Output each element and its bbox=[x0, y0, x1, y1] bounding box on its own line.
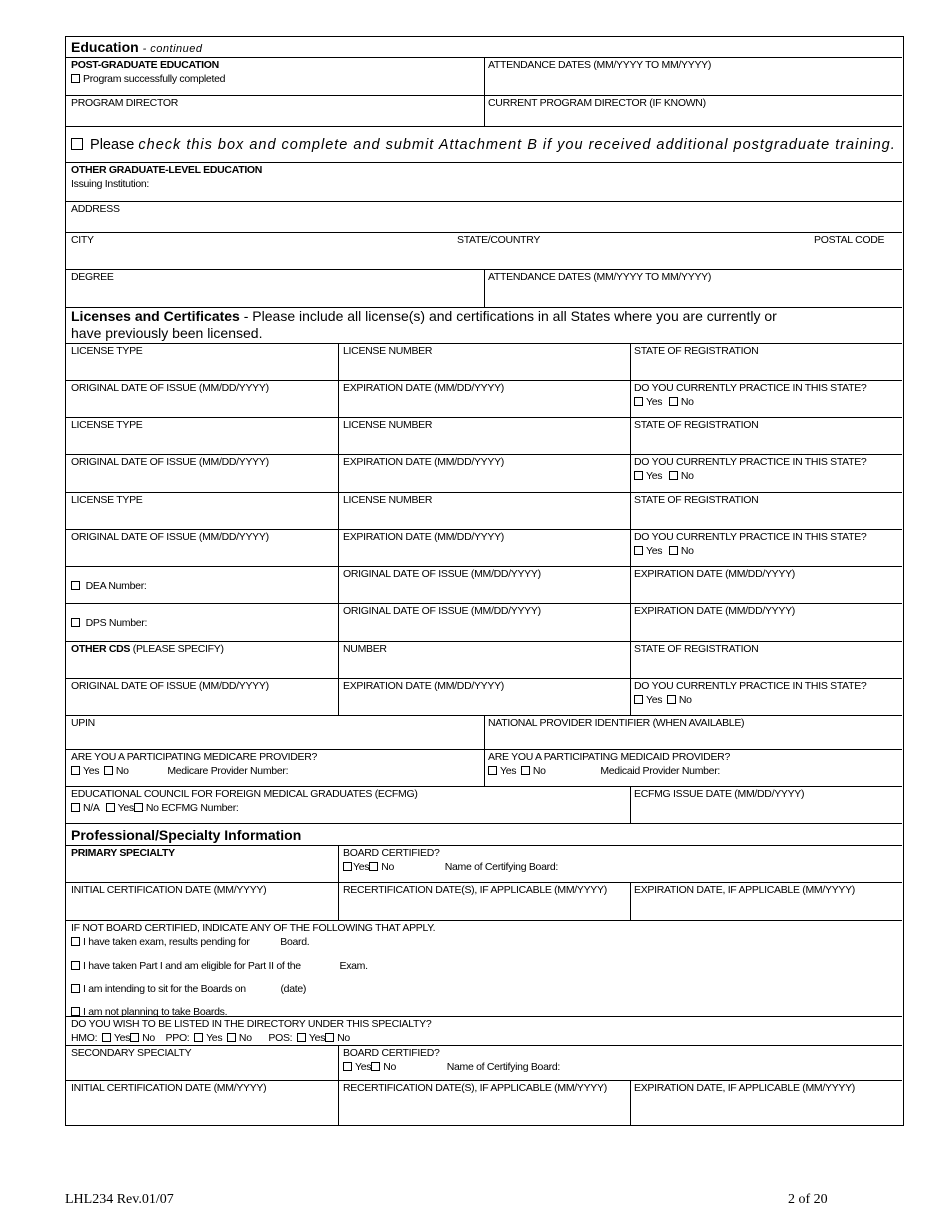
original-date-label: ORIGINAL DATE OF ISSUE (MM/DD/YYYY) bbox=[71, 456, 269, 468]
medicaid-no-checkbox[interactable] bbox=[521, 766, 530, 775]
rule bbox=[66, 823, 902, 824]
yes-label: Yes bbox=[117, 802, 134, 814]
licenses-heading bbox=[71, 308, 777, 325]
cds-state-label: STATE OF REGISTRATION bbox=[634, 643, 759, 655]
exam-pending-checkbox[interactable] bbox=[71, 937, 80, 946]
practice-question: DO YOU CURRENTLY PRACTICE IN THIS STATE? bbox=[634, 531, 867, 543]
expiration-applicable-label: EXPIRATION DATE, IF APPLICABLE (MM/YYYY) bbox=[634, 884, 855, 896]
practice-yes-checkbox[interactable] bbox=[634, 546, 643, 555]
original-date-label: ORIGINAL DATE OF ISSUE (MM/DD/YYYY) bbox=[71, 531, 269, 543]
address-label: ADDRESS bbox=[71, 203, 120, 215]
license-type-label: LICENSE TYPE bbox=[71, 419, 143, 431]
attachment-b-note bbox=[71, 137, 896, 154]
dea-original-date-label: ORIGINAL DATE OF ISSUE (MM/DD/YYYY) bbox=[343, 568, 541, 580]
board-certified-yes-checkbox[interactable] bbox=[343, 862, 352, 871]
secondary-initial-cert-date-label: INITIAL CERTIFICATION DATE (MM/YYYY) bbox=[71, 1082, 267, 1094]
original-date-label: ORIGINAL DATE OF ISSUE (MM/DD/YYYY) bbox=[71, 382, 269, 394]
practice-yes-checkbox[interactable] bbox=[634, 471, 643, 480]
attendance-dates-label: ATTENDANCE DATES (MM/YYYY TO MM/YYYY) bbox=[488, 59, 712, 71]
rule bbox=[338, 343, 339, 715]
ppo-no-checkbox[interactable] bbox=[227, 1033, 236, 1042]
post-grad-heading: POST-GRADUATE EDUCATION bbox=[71, 59, 219, 71]
secondary-board-no-checkbox[interactable] bbox=[371, 1062, 380, 1071]
dps-checkbox[interactable] bbox=[71, 618, 80, 627]
na-label: N/A bbox=[83, 802, 100, 814]
license-number-label: LICENSE NUMBER bbox=[343, 419, 433, 431]
no-label: No bbox=[115, 765, 129, 777]
medicaid-number-label: Medicaid Provider Number: bbox=[600, 765, 721, 777]
certifying-board-label: Name of Certifying Board: bbox=[444, 861, 558, 873]
rule bbox=[66, 882, 902, 883]
cds-expiration-date-label: EXPIRATION DATE (MM/DD/YYYY) bbox=[343, 680, 504, 692]
other-cds-bold: OTHER CDS bbox=[71, 643, 131, 655]
rule bbox=[66, 454, 902, 455]
not-planning-label: I am not planning to take Boards. bbox=[83, 1006, 228, 1018]
intending-label: I am intending to sit for the Boards on bbox=[83, 983, 246, 995]
rule bbox=[66, 1045, 902, 1046]
no-label: No bbox=[680, 470, 694, 482]
attachment-b-prefix: Please bbox=[90, 137, 135, 153]
medicaid-yes-checkbox[interactable] bbox=[488, 766, 497, 775]
rule bbox=[66, 566, 902, 567]
other-cds-specify: (PLEASE SPECIFY) bbox=[132, 643, 224, 655]
recert-dates-label: RECERTIFICATION DATE(S), IF APPLICABLE (MM/YYYY) bbox=[343, 884, 607, 896]
no-label: No bbox=[238, 1032, 252, 1044]
pos-no-checkbox[interactable] bbox=[325, 1033, 334, 1042]
yes-label: Yes bbox=[500, 765, 517, 777]
licenses-title: Licenses and Certificates bbox=[71, 308, 240, 324]
form-id: LHL234 Rev.01/07 bbox=[65, 1192, 174, 1207]
rule bbox=[630, 786, 631, 823]
no-label: No bbox=[680, 545, 694, 557]
license-type-label: LICENSE TYPE bbox=[71, 345, 143, 357]
initial-cert-date-label: INITIAL CERTIFICATION DATE (MM/YYYY) bbox=[71, 884, 267, 896]
medicare-number-label: Medicare Provider Number: bbox=[167, 765, 289, 777]
npi-label: NATIONAL PROVIDER IDENTIFIER (WHEN AVAILABLE) bbox=[488, 717, 745, 729]
cds-practice-yes-checkbox[interactable] bbox=[634, 695, 643, 704]
secondary-specialty-label: SECONDARY SPECIALTY bbox=[71, 1047, 192, 1059]
no-label: No bbox=[145, 802, 159, 814]
rule bbox=[66, 492, 902, 493]
exam-pending-board-label: Board. bbox=[280, 936, 310, 948]
ppo-yes-checkbox[interactable] bbox=[194, 1033, 203, 1042]
rule bbox=[66, 162, 902, 163]
dps-number-label: DPS Number: bbox=[85, 617, 148, 629]
no-label: No bbox=[381, 861, 395, 873]
hmo-no-checkbox[interactable] bbox=[130, 1033, 139, 1042]
no-label: No bbox=[337, 1032, 350, 1044]
not-planning-checkbox[interactable] bbox=[71, 1007, 80, 1016]
rule bbox=[66, 126, 902, 127]
no-label: No bbox=[142, 1032, 155, 1044]
part-one-checkbox[interactable] bbox=[71, 961, 80, 970]
attendance-dates-2-label: ATTENDANCE DATES (MM/YYYY TO MM/YYYY) bbox=[488, 271, 712, 283]
medicare-options bbox=[71, 765, 288, 777]
rule bbox=[484, 269, 485, 307]
not-certified-heading: IF NOT BOARD CERTIFIED, INDICATE ANY OF THE FOLLOWING THAT APPLY. bbox=[71, 922, 436, 934]
attachment-b-text: check this box and complete and submit Attachment B if you received additional postgraduate training. bbox=[138, 137, 896, 153]
practice-question: DO YOU CURRENTLY PRACTICE IN THIS STATE? bbox=[634, 456, 867, 468]
rule bbox=[66, 529, 902, 530]
no-label: No bbox=[678, 694, 692, 706]
ecfmg-number-label: ECFMG Number: bbox=[161, 802, 239, 814]
option-part-one bbox=[71, 960, 368, 972]
yes-label: Yes bbox=[206, 1032, 223, 1044]
program-completed-checkbox[interactable] bbox=[71, 74, 80, 83]
program-completed-option bbox=[71, 73, 225, 85]
medicare-no-checkbox[interactable] bbox=[104, 766, 113, 775]
secondary-board-yes-checkbox[interactable] bbox=[343, 1062, 352, 1071]
secondary-board-certified-options bbox=[343, 1061, 560, 1073]
yes-label: Yes bbox=[113, 1032, 131, 1044]
yes-label: Yes bbox=[355, 1061, 372, 1073]
dea-number-label: DEA Number: bbox=[85, 580, 147, 592]
specialty-heading: Professional/Specialty Information bbox=[71, 827, 302, 843]
intending-date-label: (date) bbox=[280, 983, 307, 995]
expiration-date-label: EXPIRATION DATE (MM/DD/YYYY) bbox=[343, 456, 504, 468]
current-program-director-label: CURRENT PROGRAM DIRECTOR (IF KNOWN) bbox=[488, 97, 706, 109]
yes-label: Yes bbox=[646, 694, 663, 706]
dea-expiration-date-label: EXPIRATION DATE (MM/DD/YYYY) bbox=[634, 568, 795, 580]
ppo-label: PPO: bbox=[165, 1032, 190, 1044]
dea-option bbox=[71, 580, 147, 592]
medicaid-options bbox=[488, 765, 720, 777]
rule bbox=[66, 786, 902, 787]
practice-yes-checkbox[interactable] bbox=[634, 397, 643, 406]
degree-label: DEGREE bbox=[71, 271, 114, 283]
expiration-date-label: EXPIRATION DATE (MM/DD/YYYY) bbox=[343, 531, 504, 543]
city-label: CITY bbox=[71, 234, 94, 246]
directory-options bbox=[71, 1032, 350, 1044]
upin-label: UPIN bbox=[71, 717, 95, 729]
education-title: Education bbox=[71, 39, 139, 55]
rule bbox=[66, 232, 902, 233]
other-cds-label bbox=[71, 643, 224, 655]
no-label: No bbox=[680, 396, 694, 408]
yes-label: Yes bbox=[646, 470, 663, 482]
rule bbox=[630, 1080, 631, 1125]
state-of-registration-label: STATE OF REGISTRATION bbox=[634, 345, 759, 357]
page-number: 2 of 20 bbox=[788, 1192, 828, 1207]
secondary-board-certified-question: BOARD CERTIFIED? bbox=[343, 1047, 440, 1059]
secondary-recert-dates-label: RECERTIFICATION DATE(S), IF APPLICABLE (MM/YYYY) bbox=[343, 1082, 607, 1094]
medicaid-question: ARE YOU A PARTICIPATING MEDICAID PROVIDER? bbox=[488, 751, 730, 763]
secondary-expiration-label: EXPIRATION DATE, IF APPLICABLE (MM/YYYY) bbox=[634, 1082, 855, 1094]
primary-specialty-label: PRIMARY SPECIALTY bbox=[71, 847, 175, 859]
ecfmg-yes-checkbox[interactable] bbox=[106, 803, 115, 812]
secondary-certifying-board-label: Name of Certifying Board: bbox=[446, 1061, 560, 1073]
license-number-label: LICENSE NUMBER bbox=[343, 494, 433, 506]
dps-original-date-label: ORIGINAL DATE OF ISSUE (MM/DD/YYYY) bbox=[343, 605, 541, 617]
other-grad-heading: OTHER GRADUATE-LEVEL EDUCATION bbox=[71, 164, 263, 176]
application-form-page bbox=[65, 36, 904, 1126]
practice-yes-no bbox=[634, 545, 694, 557]
rule bbox=[66, 603, 902, 604]
postal-code-label: POSTAL CODE bbox=[814, 234, 885, 246]
program-director-label: PROGRAM DIRECTOR bbox=[71, 97, 179, 109]
rule bbox=[66, 678, 902, 679]
practice-no-checkbox[interactable] bbox=[669, 471, 678, 480]
rule bbox=[66, 845, 902, 846]
practice-yes-no bbox=[634, 396, 694, 408]
rule bbox=[630, 343, 631, 715]
directory-question: DO YOU WISH TO BE LISTED IN THE DIRECTORY UNDER THIS SPECIALTY? bbox=[71, 1018, 432, 1030]
cds-number-label: NUMBER bbox=[343, 643, 387, 655]
rule bbox=[338, 845, 339, 920]
rule bbox=[630, 882, 631, 920]
rule bbox=[66, 343, 902, 344]
rule bbox=[66, 417, 902, 418]
yes-label: Yes bbox=[308, 1032, 326, 1044]
ecfmg-na-checkbox[interactable] bbox=[71, 803, 80, 812]
ecfmg-heading: EDUCATIONAL COUNCIL FOR FOREIGN MEDICAL GRADUATES (ECFMG) bbox=[71, 788, 418, 800]
education-heading bbox=[71, 39, 203, 57]
practice-yes-no bbox=[634, 470, 694, 482]
part-one-label: I have taken Part I and am eligible for Part II of the bbox=[83, 960, 301, 972]
rule bbox=[66, 920, 902, 921]
dps-expiration-date-label: EXPIRATION DATE (MM/DD/YYYY) bbox=[634, 605, 795, 617]
issuing-institution-label: Issuing Institution: bbox=[71, 178, 150, 190]
pos-yes-checkbox[interactable] bbox=[297, 1033, 306, 1042]
cds-original-date-label: ORIGINAL DATE OF ISSUE (MM/DD/YYYY) bbox=[71, 680, 269, 692]
option-intending bbox=[71, 983, 306, 995]
option-not-planning bbox=[71, 1006, 227, 1018]
rule bbox=[66, 201, 902, 202]
ecfmg-no-checkbox[interactable] bbox=[134, 803, 143, 812]
rule bbox=[66, 380, 902, 381]
intending-checkbox[interactable] bbox=[71, 984, 80, 993]
license-type-label: LICENSE TYPE bbox=[71, 494, 143, 506]
hmo-yes-checkbox[interactable] bbox=[102, 1033, 111, 1042]
no-label: No bbox=[532, 765, 546, 777]
licenses-intro-line2: have previously been licensed. bbox=[71, 325, 263, 341]
medicare-question: ARE YOU A PARTICIPATING MEDICARE PROVIDER? bbox=[71, 751, 318, 763]
practice-no-checkbox[interactable] bbox=[669, 546, 678, 555]
practice-question: DO YOU CURRENTLY PRACTICE IN THIS STATE? bbox=[634, 382, 867, 394]
cds-practice-question: DO YOU CURRENTLY PRACTICE IN THIS STATE? bbox=[634, 680, 867, 692]
licenses-intro-line1: - Please include all license(s) and certifications in all States where you are currently or bbox=[243, 308, 777, 324]
option-exam-pending bbox=[71, 936, 309, 948]
pos-label: POS: bbox=[268, 1032, 293, 1044]
rule bbox=[338, 1045, 339, 1125]
state-of-registration-label: STATE OF REGISTRATION bbox=[634, 494, 759, 506]
dps-option bbox=[71, 617, 147, 629]
exam-pending-label: I have taken exam, results pending for bbox=[83, 936, 250, 948]
program-completed-label: Program successfully completed bbox=[83, 73, 226, 85]
rule bbox=[66, 1080, 902, 1081]
attachment-b-checkbox[interactable] bbox=[71, 138, 83, 150]
board-certified-question: BOARD CERTIFIED? bbox=[343, 847, 440, 859]
hmo-label: HMO: bbox=[71, 1032, 98, 1044]
board-certified-no-checkbox[interactable] bbox=[369, 862, 378, 871]
yes-label: Yes bbox=[646, 545, 663, 557]
dea-checkbox[interactable] bbox=[71, 581, 80, 590]
state-of-registration-label: STATE OF REGISTRATION bbox=[634, 419, 759, 431]
board-certified-options bbox=[343, 861, 558, 873]
continued-label: - continued bbox=[142, 43, 203, 55]
yes-label: Yes bbox=[646, 396, 663, 408]
ecfmg-options bbox=[71, 802, 239, 814]
no-label: No bbox=[383, 1061, 397, 1073]
medicare-yes-checkbox[interactable] bbox=[71, 766, 80, 775]
rule bbox=[484, 715, 485, 786]
state-country-label: STATE/COUNTRY bbox=[457, 234, 541, 246]
ecfmg-issue-date-label: ECFMG ISSUE DATE (MM/DD/YYYY) bbox=[634, 788, 805, 800]
practice-no-checkbox[interactable] bbox=[669, 397, 678, 406]
rule bbox=[484, 57, 485, 126]
cds-practice-yes-no bbox=[634, 694, 692, 706]
part-one-exam-label: Exam. bbox=[339, 960, 368, 972]
yes-label: Yes bbox=[83, 765, 100, 777]
cds-practice-no-checkbox[interactable] bbox=[667, 695, 676, 704]
yes-label: Yes bbox=[353, 861, 370, 873]
expiration-date-label: EXPIRATION DATE (MM/DD/YYYY) bbox=[343, 382, 504, 394]
license-number-label: LICENSE NUMBER bbox=[343, 345, 433, 357]
rule bbox=[66, 641, 902, 642]
